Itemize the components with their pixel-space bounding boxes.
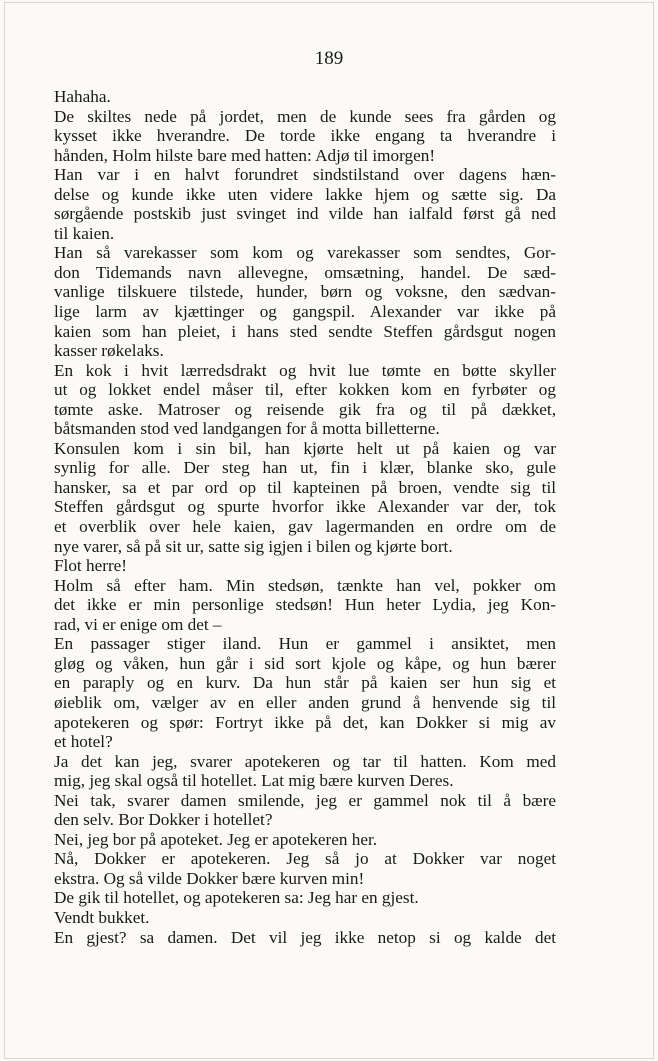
- text-line: kaien som han pleiet, i hans sted sendte Steffen gårdsgut nogen: [54, 321, 556, 341]
- text-line: en paraply og en kurv. Da hun står på kaien ser hun sig et: [54, 673, 556, 693]
- text-line: Han så varekasser som kom og varekasser som sendtes, Gor-: [54, 243, 556, 263]
- text-line: Ja det kan jeg, svarer apotekeren og tar til hatten. Kom med: [54, 751, 556, 771]
- text-line: don Tidemands navn allevegne, omsætning, handel. De sæd-: [54, 262, 556, 282]
- text-line: Nei, jeg bor på apoteket. Jeg er apotekeren her.: [54, 829, 378, 849]
- text-line: et hotel?: [54, 732, 113, 752]
- text-line: kasser røkelaks.: [54, 341, 164, 361]
- text-line: Nei tak, svarer damen smilende, jeg er gammel nok til å bære: [54, 790, 556, 810]
- text-line: ekstra. Og så vilde Dokker bære kurven min!: [54, 868, 365, 888]
- text-line: Han var i en halvt forundret sindstilstand over dagens hæn-: [54, 165, 556, 185]
- text-line: rad, vi er enige om det –: [54, 614, 222, 634]
- text-line: delse og kunde ikke uten videre lakke hjem og sætte sig. Da: [54, 184, 556, 204]
- text-line: En passager stiger iland. Hun er gammel i ansiktet, men: [54, 634, 556, 654]
- text-line: øieblik om, vælger av en eller anden grund å henvende sig til: [54, 692, 556, 712]
- text-line: synlig for alle. Der steg han ut, fin i klær, blanke sko, gule: [54, 458, 556, 478]
- body-text: [54, 87, 556, 947]
- text-line: En gjest? sa damen. Det vil jeg ikke netop si og kalde det: [54, 927, 556, 947]
- text-line: det ikke er min personlige stedsøn! Hun heter Lydia, jeg Kon-: [54, 595, 556, 615]
- text-line: En kok i hvit lærredsdrakt og hvit lue tømte en bøtte skyller: [54, 360, 556, 380]
- text-line: lige larm av kjættinger og gangspil. Alexander var ikke på: [54, 302, 556, 322]
- text-line: tømte aske. Matroser og reisende gik fra og til på dækket,: [54, 399, 556, 419]
- text-line: kysset ikke hverandre. De torde ikke engang ta hverandre i: [54, 126, 556, 146]
- text-line: den selv. Bor Dokker i hotellet?: [54, 810, 273, 830]
- text-line: sørgående postskib just svinget ind vilde han ialfald først gå ned: [54, 204, 556, 224]
- text-line: De gik til hotellet, og apotekeren sa: Jeg har en gjest.: [54, 888, 419, 908]
- text-line: hånden, Holm hilste bare med hatten: Adjø til imorgen!: [54, 145, 436, 165]
- text-line: ut og lokket endel måser til, efter kokken kom en fyrbøter og: [54, 380, 556, 400]
- text-line: Hahaha.: [54, 87, 111, 106]
- text-line: til kaien.: [54, 223, 115, 243]
- text-line: vanlige tilskuere tilstede, hunder, børn og voksne, den sædvan-: [54, 282, 556, 302]
- text-line: Flot herre!: [54, 556, 128, 576]
- text-line: båtsmanden stod ved landgangen for å motta billetterne.: [54, 419, 440, 439]
- text-line: hansker, sa et par ord op til kapteinen på broen, vendte sig til: [54, 477, 556, 497]
- text-line: gløg og våken, hun går i sid sort kjole og kåpe, og hun bærer: [54, 653, 556, 673]
- text-line: et overblik over hele kaien, gav lagermanden en ordre om de: [54, 517, 556, 537]
- text-line: nye varer, så på sit ur, satte sig igjen i bilen og kjørte bort.: [54, 536, 453, 556]
- text-line: Konsulen kom i sin bil, han kjørte helt ut på kaien og var: [54, 438, 556, 458]
- page-number: 189: [314, 48, 344, 69]
- text-line: Steffen gårdsgut og spurte hvorfor ikke Alexander var der, tok: [54, 497, 556, 517]
- text-line: De skiltes nede på jordet, men de kunde sees fra gården og: [54, 106, 556, 126]
- text-line: mig, jeg skal også til hotellet. Lat mig bære kurven Deres.: [54, 771, 454, 791]
- text-line: Holm så efter ham. Min stedsøn, tænkte han vel, pokker om: [54, 575, 556, 595]
- text-line: Nå, Dokker er apotekeren. Jeg så jo at Dokker var noget: [54, 849, 556, 869]
- text-line: Vendt bukket.: [54, 907, 150, 927]
- text-line: apotekeren og spør: Fortryt ikke på det, kan Dokker si mig av: [54, 712, 556, 732]
